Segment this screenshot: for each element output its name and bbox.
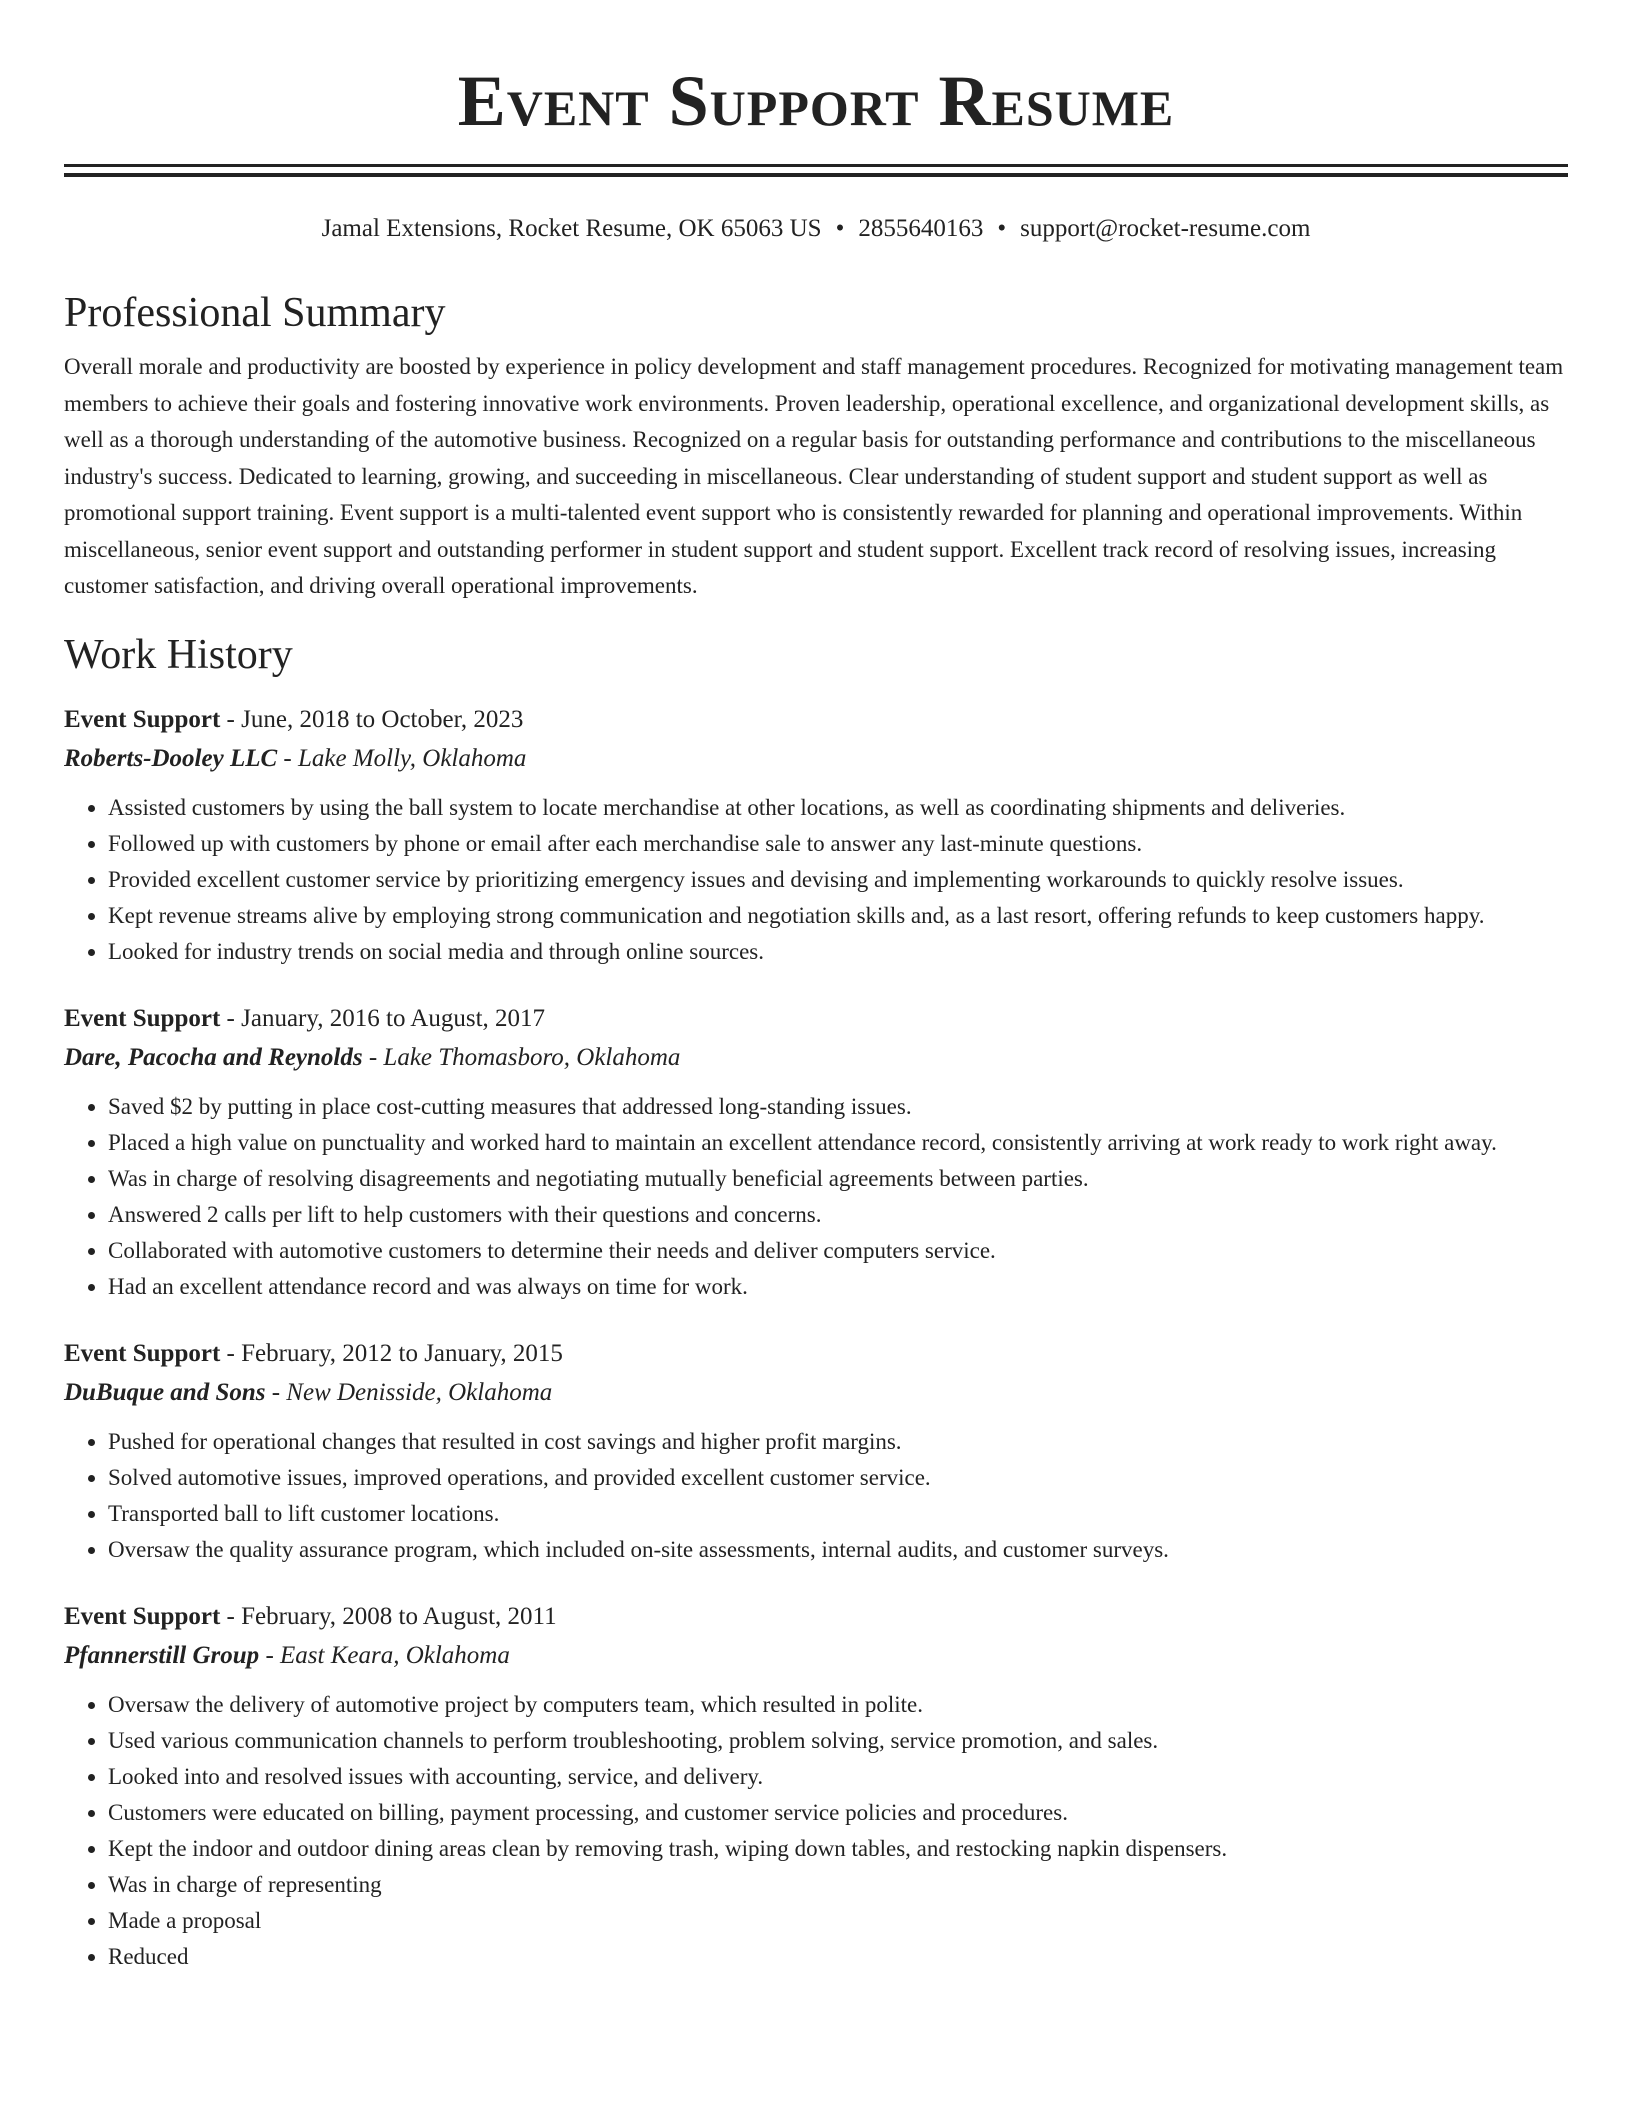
job-duty-item: • Answered 2 calls per lift to help customers with their questions and concerns. [108, 1197, 1568, 1233]
job-employer-line [64, 1373, 1568, 1412]
job-title-line [64, 701, 1568, 739]
contact-email: support@rocket-resume.com [1020, 215, 1311, 242]
job-duty-item: • Oversaw the quality assurance program, which included on-site assessments, internal audits, and customer surveys. [108, 1532, 1568, 1568]
job-duty-item: • Provided excellent customer service by prioritizing emergency issues and devising and implementing workarounds to quickly resolve issues. [108, 862, 1568, 898]
job-role: Event Support [64, 1339, 221, 1367]
contact-separator: • [997, 215, 1007, 242]
resume-title: Event Support Resume [457, 61, 1175, 141]
work-history-list [64, 701, 1568, 1975]
contact-address: Jamal Extensions, Rocket Resume, OK 65063 US [321, 215, 822, 242]
contact-line [64, 213, 1568, 245]
job-duty-item: • Looked into and resolved issues with accounting, service, and delivery. [108, 1759, 1568, 1795]
job-duties-list [64, 1687, 1568, 1975]
job-duties-list [64, 1424, 1568, 1568]
job-location: - Lake Molly, Oklahoma [277, 744, 527, 772]
job-duty-item: • Had an excellent attendance record and was always on time for work. [108, 1269, 1568, 1305]
job-role: Event Support [64, 1004, 221, 1032]
job-employer-line [64, 1038, 1568, 1077]
job-dates: - January, 2016 to August, 2017 [220, 1004, 546, 1032]
job-duty-item: • Placed a high value on punctuality and worked hard to maintain an excellent attendance record, consistently arriving at work ready to work right away. [108, 1125, 1568, 1161]
work-history-heading: Work History [64, 631, 293, 678]
job-entry [64, 1000, 1568, 1305]
job-company: Dare, Pacocha and Reynolds [64, 1043, 363, 1071]
job-duty-item: • Customers were educated on billing, payment processing, and customer service policies and procedures. [108, 1795, 1568, 1831]
job-role: Event Support [64, 705, 221, 733]
job-duty-item: • Oversaw the delivery of automotive project by computers team, which resulted in polite. [108, 1687, 1568, 1723]
job-company: DuBuque and Sons [64, 1378, 266, 1406]
job-duty-item: • Followed up with customers by phone or email after each merchandise sale to answer any last-minute questions. [108, 826, 1568, 862]
job-employer-line [64, 739, 1568, 778]
job-employer-line [64, 1636, 1568, 1675]
job-duties-list [64, 790, 1568, 970]
job-role: Event Support [64, 1602, 221, 1630]
job-dates: - February, 2008 to August, 2011 [220, 1602, 557, 1630]
job-duty-item: • Made a proposal [108, 1903, 1568, 1939]
job-duty-item: • Kept the indoor and outdoor dining areas clean by removing trash, wiping down tables, and restocking napkin dispensers. [108, 1831, 1568, 1867]
job-duty-item: • Assisted customers by using the ball system to locate merchandise at other locations, as well as coordinating shipments and deliveries. [108, 790, 1568, 826]
job-location: - East Keara, Oklahoma [259, 1641, 510, 1669]
contact-phone: 2855640163 [858, 215, 984, 242]
summary-text: Overall morale and productivity are boosted by experience in policy development and staff management procedures. Recognized for motivating management team members to achieve their goals and fostering innovative work environments. Proven leadership, operational excellence, and organizational development skills, as well as a thorough understanding of the automotive business. Recognized on a regular basis for outstanding performance and contributions to the miscellaneous industry's success. Dedicated to learning, growing, and succeeding in miscellaneous. Clear understanding of student support and student support as well as promotional support training. Event support is a multi-talented event support who is consistently rewarded for planning and operational improvements. Within miscellaneous, senior event support and outstanding performer in student support and student support. Excellent track record of resolving issues, increasing customer satisfaction, and driving overall operational improvements. [64, 354, 1564, 598]
job-duty-item: • Reduced [108, 1939, 1568, 1975]
job-location: - New Denisside, Oklahoma [265, 1378, 553, 1406]
job-duty-item: • Collaborated with automotive customers to determine their needs and deliver computers service. [108, 1233, 1568, 1269]
job-duty-item: • Saved $2 by putting in place cost-cutting measures that addressed long-standing issues. [108, 1089, 1568, 1125]
job-title-line [64, 1335, 1568, 1373]
job-title-line [64, 1598, 1568, 1636]
job-company: Pfannerstill Group [64, 1641, 260, 1669]
job-duty-item: • Transported ball to lift customer locations. [108, 1496, 1568, 1532]
summary-heading: Professional Summary [64, 290, 446, 336]
job-duty-item: • Used various communication channels to perform troubleshooting, problem solving, service promotion, and sales. [108, 1723, 1568, 1759]
job-dates: - February, 2012 to January, 2015 [220, 1339, 563, 1367]
job-duty-item: • Was in charge of representing [108, 1867, 1568, 1903]
job-dates: - June, 2018 to October, 2023 [220, 705, 524, 733]
job-title-line [64, 1000, 1568, 1038]
job-duty-item: • Pushed for operational changes that resulted in cost savings and higher profit margins. [108, 1424, 1568, 1460]
contact-separator: • [835, 215, 845, 242]
job-entry [64, 1335, 1568, 1568]
job-company: Roberts-Dooley LLC [64, 744, 278, 772]
job-duty-item: • Was in charge of resolving disagreements and negotiating mutually beneficial agreements between parties. [108, 1161, 1568, 1197]
title-divider-top [64, 164, 1568, 167]
job-entry [64, 701, 1568, 970]
job-duty-item: • Kept revenue streams alive by employing strong communication and negotiation skills and, as a last resort, offering refunds to keep customers happy. [108, 898, 1568, 934]
job-location: - Lake Thomasboro, Oklahoma [362, 1043, 681, 1071]
job-entry [64, 1598, 1568, 1975]
title-divider-bottom [64, 173, 1568, 177]
job-duty-item: • Looked for industry trends on social media and through online sources. [108, 934, 1568, 970]
job-duties-list [64, 1089, 1568, 1305]
job-duty-item: • Solved automotive issues, improved operations, and provided excellent customer service. [108, 1460, 1568, 1496]
